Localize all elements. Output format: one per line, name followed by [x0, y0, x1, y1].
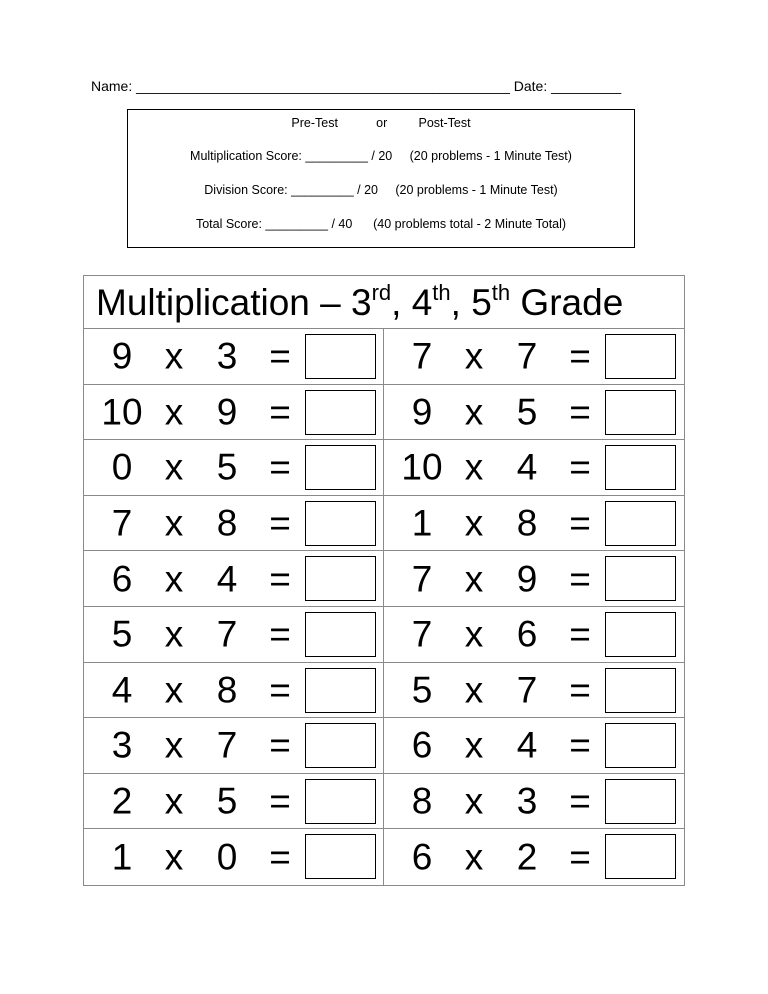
answer-box[interactable]	[605, 556, 676, 601]
answer-box[interactable]	[605, 668, 676, 713]
equals-sign: =	[269, 669, 291, 711]
problem-row	[84, 774, 684, 830]
second-factor: 7	[516, 335, 538, 377]
equals-sign: =	[269, 446, 291, 488]
times-sign: x	[164, 613, 184, 655]
answer-box[interactable]	[305, 779, 376, 824]
times-sign: x	[164, 724, 184, 766]
equals-sign: =	[569, 724, 591, 766]
times-sign: x	[164, 391, 184, 433]
first-factor: 7	[411, 558, 433, 600]
first-factor: 5	[111, 613, 133, 655]
problem-right	[384, 607, 684, 662]
answer-box[interactable]	[605, 723, 676, 768]
first-factor: 1	[411, 502, 433, 544]
times-sign: x	[464, 446, 484, 488]
times-sign: x	[464, 669, 484, 711]
equals-sign: =	[269, 502, 291, 544]
problem-row	[84, 329, 684, 385]
test-type-line[interactable]: Pre-Test or Post-Test	[291, 116, 471, 130]
problem-right	[384, 718, 684, 773]
answer-box[interactable]	[605, 501, 676, 546]
times-sign: x	[464, 391, 484, 433]
problem-row	[84, 496, 684, 552]
answer-box[interactable]	[305, 501, 376, 546]
worksheet-title: Multiplication – 3rd, 4th, 5th Grade	[84, 276, 684, 329]
first-factor: 6	[111, 558, 133, 600]
second-factor: 8	[216, 502, 238, 544]
answer-box[interactable]	[305, 668, 376, 713]
times-sign: x	[164, 335, 184, 377]
answer-box[interactable]	[605, 612, 676, 657]
problem-rows	[84, 329, 684, 885]
first-factor: 5	[411, 669, 433, 711]
first-factor: 7	[411, 335, 433, 377]
second-factor: 3	[216, 335, 238, 377]
problem-left	[84, 607, 384, 662]
equals-sign: =	[269, 558, 291, 600]
equals-sign: =	[569, 613, 591, 655]
problem-left	[84, 718, 384, 773]
answer-box[interactable]	[305, 445, 376, 490]
problem-left	[84, 385, 384, 440]
problem-left	[84, 440, 384, 495]
answer-box[interactable]	[305, 834, 376, 879]
equals-sign: =	[269, 335, 291, 377]
answer-box[interactable]	[305, 556, 376, 601]
division-score-line[interactable]: Division Score: _________ / 20 (20 problems - 1 Minute Test)	[204, 183, 558, 197]
second-factor: 0	[216, 836, 238, 878]
times-sign: x	[164, 446, 184, 488]
multiplication-table	[83, 275, 685, 886]
problem-left	[84, 329, 384, 384]
answer-box[interactable]	[305, 390, 376, 435]
first-factor: 0	[111, 446, 133, 488]
times-sign: x	[464, 335, 484, 377]
first-factor: 3	[111, 724, 133, 766]
problem-row	[84, 829, 684, 885]
first-factor: 9	[411, 391, 433, 433]
problem-right	[384, 496, 684, 551]
times-sign: x	[464, 836, 484, 878]
second-factor: 7	[216, 724, 238, 766]
first-factor: 6	[411, 724, 433, 766]
second-factor: 5	[216, 780, 238, 822]
problem-right	[384, 385, 684, 440]
first-factor: 7	[411, 613, 433, 655]
problem-right	[384, 829, 684, 885]
second-factor: 4	[516, 446, 538, 488]
first-factor: 4	[111, 669, 133, 711]
answer-box[interactable]	[305, 612, 376, 657]
problem-right	[384, 329, 684, 384]
problem-row	[84, 385, 684, 441]
equals-sign: =	[269, 836, 291, 878]
times-sign: x	[464, 724, 484, 766]
problem-row	[84, 663, 684, 719]
first-factor: 6	[411, 836, 433, 878]
equals-sign: =	[569, 558, 591, 600]
problem-left	[84, 774, 384, 829]
answer-box[interactable]	[305, 723, 376, 768]
first-factor: 2	[111, 780, 133, 822]
equals-sign: =	[269, 613, 291, 655]
equals-sign: =	[569, 836, 591, 878]
first-factor: 9	[111, 335, 133, 377]
first-factor: 7	[111, 502, 133, 544]
problem-right	[384, 774, 684, 829]
second-factor: 3	[516, 780, 538, 822]
second-factor: 6	[516, 613, 538, 655]
answer-box[interactable]	[605, 834, 676, 879]
second-factor: 4	[216, 558, 238, 600]
first-factor: 1	[111, 836, 133, 878]
second-factor: 4	[516, 724, 538, 766]
score-box	[127, 109, 635, 248]
times-sign: x	[164, 502, 184, 544]
second-factor: 9	[216, 391, 238, 433]
first-factor: 10	[101, 391, 143, 433]
equals-sign: =	[569, 780, 591, 822]
answer-box[interactable]	[605, 390, 676, 435]
times-sign: x	[164, 836, 184, 878]
problem-row	[84, 551, 684, 607]
problem-right	[384, 663, 684, 718]
answer-box[interactable]	[605, 334, 676, 379]
equals-sign: =	[569, 669, 591, 711]
problem-right	[384, 440, 684, 495]
problem-left	[84, 551, 384, 606]
problem-right	[384, 551, 684, 606]
times-sign: x	[464, 558, 484, 600]
answer-box[interactable]	[305, 334, 376, 379]
problem-row	[84, 718, 684, 774]
multiplication-score-line[interactable]: Multiplication Score: _________ / 20 (20 problems - 1 Minute Test)	[190, 149, 572, 163]
equals-sign: =	[569, 391, 591, 433]
second-factor: 8	[216, 669, 238, 711]
equals-sign: =	[269, 391, 291, 433]
problem-row	[84, 607, 684, 663]
second-factor: 5	[216, 446, 238, 488]
problem-row	[84, 440, 684, 496]
first-factor: 10	[401, 446, 443, 488]
times-sign: x	[164, 669, 184, 711]
second-factor: 8	[516, 502, 538, 544]
times-sign: x	[464, 780, 484, 822]
problem-left	[84, 663, 384, 718]
second-factor: 7	[216, 613, 238, 655]
times-sign: x	[164, 558, 184, 600]
equals-sign: =	[569, 446, 591, 488]
name-date-line[interactable]: Name: ________________________________________________ Date: _________	[91, 78, 622, 94]
times-sign: x	[164, 780, 184, 822]
second-factor: 9	[516, 558, 538, 600]
answer-box[interactable]	[605, 779, 676, 824]
times-sign: x	[464, 502, 484, 544]
total-score-line[interactable]: Total Score: _________ / 40 (40 problems total - 2 Minute Total)	[195, 217, 567, 231]
problem-left	[84, 829, 384, 885]
equals-sign: =	[569, 502, 591, 544]
equals-sign: =	[269, 724, 291, 766]
second-factor: 7	[516, 669, 538, 711]
times-sign: x	[464, 613, 484, 655]
second-factor: 5	[516, 391, 538, 433]
equals-sign: =	[569, 335, 591, 377]
problem-left	[84, 496, 384, 551]
equals-sign: =	[269, 780, 291, 822]
first-factor: 8	[411, 780, 433, 822]
answer-box[interactable]	[605, 445, 676, 490]
second-factor: 2	[516, 836, 538, 878]
